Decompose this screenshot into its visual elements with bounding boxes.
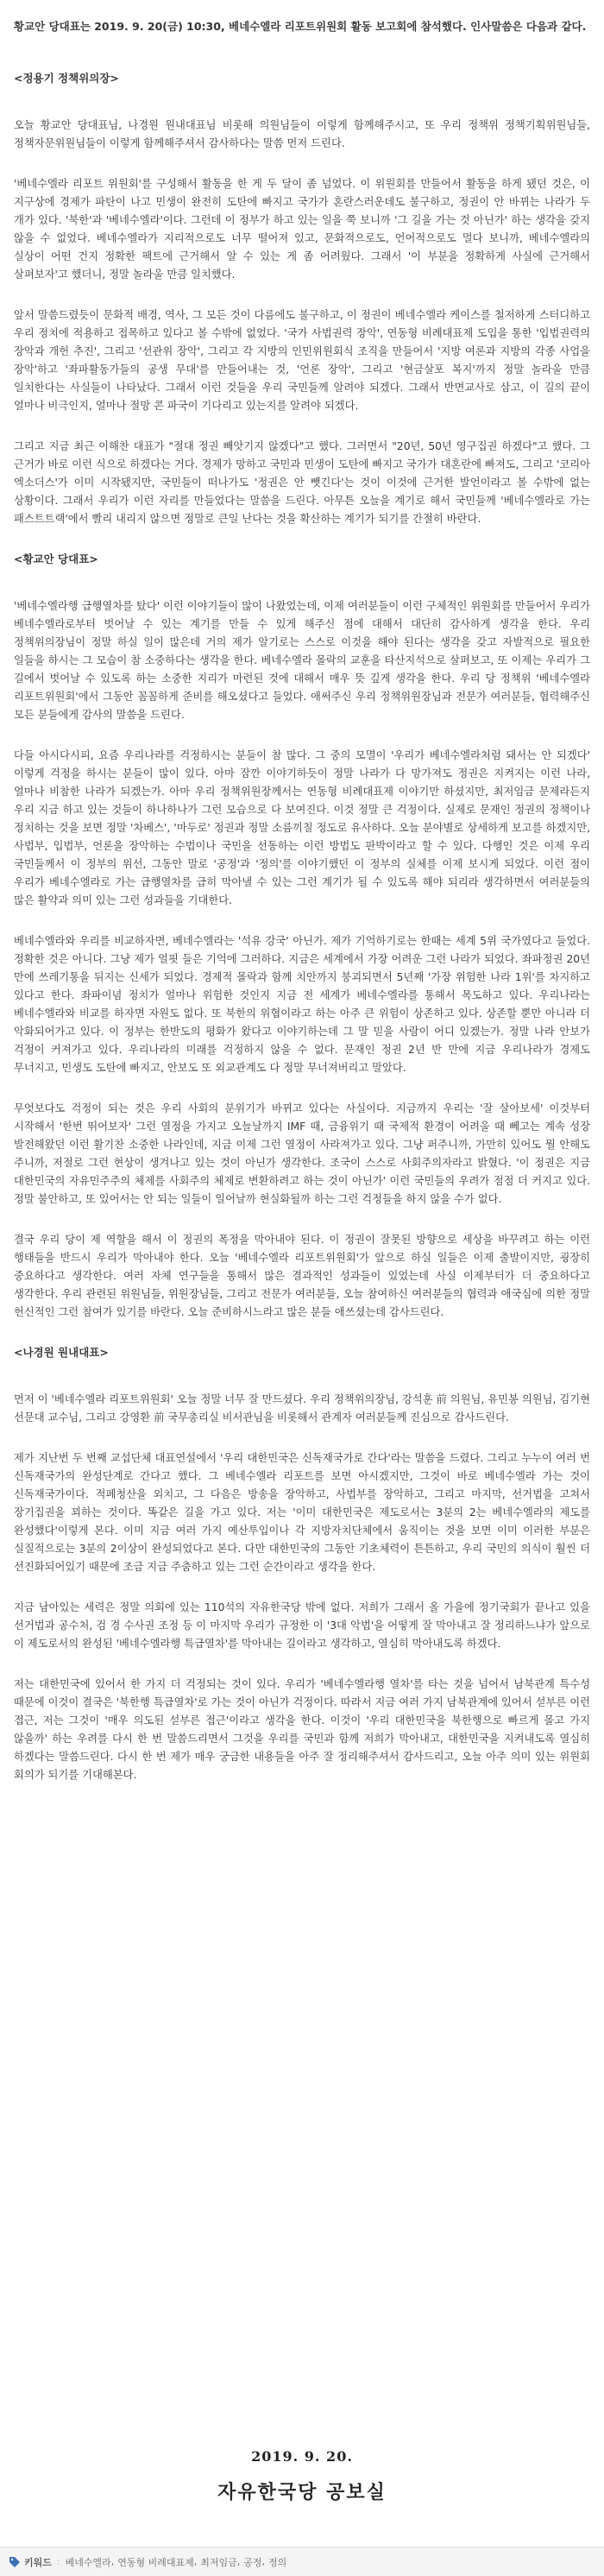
paragraph: 결국 우리 당이 제 역할을 해서 이 정권의 폭정을 막아내야 된다. 이 정권이 잘못된 방향으로 세상을 바꾸려고 하는 이런 행태들을 반드시 우리가 막아내야 한다. 오늘 '베네수엘라 리포트위원회'가 앞으로 하실 일들은 이제 출발이지만, 굉장히 중요하다고 생각한다. 여러 자체 연구들을 통해서 많은 결과적인 성과들이 있었는데 사실 이제부터가 더 중요하다고 생각한다. 우리 관련된 위원님들, 위원장님들, 그리고 전문가 여러분들, 오늘 참여하신 여러분들의 협력과 애국심에 의한 정말 헌신적인 그런 참여가 있기를 바란다. 오늘 준비하시느라고 많은 분들 애쓰셨는데 감사드린다. xyxy=(14,1234,590,1318)
keyword-link[interactable]: 베네수엘라 xyxy=(65,2556,111,2568)
paragraph: 지금 남아있는 세력은 정말 의회에 있는 110석의 자유한국당 밖에 없다. 저희가 그래서 올 가을에 정기국회가 끝나고 있을 선거법과 공수처, 검 경 수사권 조정 등 이 마지막 우리가 규정한 이 '3대 악법'을 어떻게 잘 막아내고 잘 정리하느냐가 앞으로 이 제도로서의 완성된 '베네수엘라행 특급열차'를 막아내는 길이라고 생각하고, 열심히 막아내도록 하겠다. xyxy=(14,1601,590,1650)
release-date: 2019. 9. 20. xyxy=(251,2448,353,2465)
paragraph: '베네수엘라 리포트 위원회'를 구성해서 활동을 한 게 두 달이 좀 넘었다. 이 위원회를 만들어서 활동을 하게 됐던 것은, 이 지구상에 경제가 파탄이 나고 민생이 완전히 도탄에 빠지고 국가가 혼란스러운데도 불구하고, 정권이 안 바뀌는 나라가 두 개가 있다. '북한'과 '베네수엘라'이다. 그런데 이 정부가 하고 있는 일을 쭉 보니까 '그 길을 가는 것 아닌가' 하는 생각을 갖지 않을 수 없었다. 베네수엘라가 지리적으로도 너무 떨어져 있고, 문화적으로도, 언어적으로도 멀다 보니까, 베네수엘라의 실상이 어떤 건지 정확한 팩트에 근거해서 알 수 있는 게 좀 어려웠다. 그래서 '이 부분을 정확하게 사실에 근거해서 살펴보자'고 했더니, 정말 놀라울 만큼 일치했다. xyxy=(14,178,590,281)
paragraph: 다들 아시다시피, 요즘 우리나라를 걱정하시는 분들이 참 많다. 그 중의 모멸이 '우리가 베네수엘라처럼 돼서는 안 되겠다' 이렇게 걱정을 하시는 분들이 많이 있다. 아마 잠깐 이야기하듯이 정말 나라가 다 망가져도 정권은 지켜지는 이런 나라, 얼마나 비참한 나라가 되겠는가. 아마 우리 정책위원장께서는 연동형 비례대표제 이야기만 하셨지만, 최저임금 문제라든지 우리 지금 하고 있는 것들이 하나하나가 그런 모습으로 다 보여진다. 이것 정말 큰 걱정이다. 실제로 문재인 정권의 정책이나 정치하는 것을 보면 정말 '차베스', '마두로' 정권과 정말 소름끼칠 정도로 유사하다. 오늘 분야별로 상세하게 보고를 하겠지만, 사법부, 입법부, 언론을 장악하는 수법이나 국민을 선동하는 이런 방법도 판박이라고 할 수 있다. 다행인 것은 이제 우리 국민들께서 이 정부의 위선, 그동안 말로 '공정'과 '정의'를 이야기했던 이 정부의 실체를 이제 보시게 되었다. 이런 점이 우리가 베네수엘라로 가는 급행열차를 급히 막아낼 수 있는 그런 계기가 될 수 있도록 해야 되리라 생각하면서 여러분들의 많은 활약과 의미 있는 그런 성과들을 기대한다. xyxy=(14,749,590,906)
keyword-label: 키워드 xyxy=(24,2556,52,2568)
keyword-bar: 키워드 : 베네수엘라 , 연동형 비례대표제 , 최저임금 , 공정 , 정의 xyxy=(0,2547,604,2576)
section-policy-chair xyxy=(14,70,590,528)
section-floor-leader xyxy=(14,1344,590,1784)
paragraph: 먼저 이 '베네수엘라 리포트위원회' 오늘 정말 너무 잘 만드셨다. 우리 정책위의장님, 강석훈 前 의원님, 유민봉 의원님, 김기현 선문대 교수님, 그리고 강영환 前 국무총리실 비서관님을 비롯해서 관계자 여러분들께 진심으로 감사드린다. xyxy=(14,1393,590,1424)
paragraph: 오늘 황교안 당대표님, 나경원 원내대표님 비롯해 의원님들이 이렇게 함께해주시고, 또 우리 정책위 정책기획위원님들, 정책자문위원님들이 이렇게 함께해주셔서 감사하다는 말씀 먼저 드린다. xyxy=(14,119,590,149)
tag-icon xyxy=(9,2556,21,2568)
paragraph: 앞서 말씀드렸듯이 문화적 배경, 역사, 그 모든 것이 다름에도 불구하고, 이 정권이 베네수엘라 케이스를 철저하게 스터디하고 우리 정치에 적용하고 접목하고 있다고 볼 수밖에 없었다. '국가 사법권력 장악', 연동형 비례대표제 도입을 통한 '입법권력의 장악과 개헌 추진', 그리고 '선관위 장악', 그리고 각 지방의 인민위원회식 조직을 만들어서 '지방 여론과 지방의 각종 사업을 장악'하고 '좌파활동가들의 공생 무대'를 만들어내는 것, '언론 장악', 그리고 '현금살포 복지'까지 정말 놀라울 만큼 일치한다는 사실들이 나타났다. 그래서 이런 것들을 우리 국민들께 알려야 되겠다. 그래서 반면교사로 삼고, 이 길의 끝이 얼마나 비극인지, 얼마나 절망 콘 파국이 기다리고 있는지를 알려야 되겠다. xyxy=(14,309,590,412)
keyword-separator: : xyxy=(56,2556,60,2567)
paragraph: 무엇보다도 걱정이 되는 것은 우리 사회의 분위기가 바뀌고 있다는 사실이다. 지금까지 우리는 '잘 살아보세' 이것부터 시작해서 '한번 뛰어보자' 그런 열정을 가지고 오늘날까지 IMF 때, 금융위기 때 국제적 환경이 어려울 때 뻬고는 계속 성장 발전해왔던 이런 활기찬 소중한 나라인데, 지금 이제 그런 열정이 사라져가고 있다. 그냥 퍼주니까, 가만히 있어도 뭘 안해도 주니까, 저절로 그런 현상이 생겨나고 있는 것이 아닌가 생각한다. 조국이 스스로 사회주의자라고 밝혔다. '이 정권은 지금 대한민국의 자유민주주의 체제를 사회주의 체제로 변환하려고 하는 것이 아닌가' 이런 국민들의 우려가 점점 더 커지고 있다. 정말 불안하고, 또 있어서는 안 되는 일들이 일어날까 현실화될까 하는 그런 걱정들을 하지 않을 수가 없다. xyxy=(14,1102,590,1205)
keyword-link[interactable]: 최저임금 xyxy=(200,2556,237,2568)
keyword-link[interactable]: 공정 xyxy=(243,2556,262,2568)
keyword-link[interactable]: 정의 xyxy=(268,2556,287,2568)
section-party-leader xyxy=(14,551,590,1322)
keyword-link[interactable]: 연동형 비례대표제 xyxy=(117,2556,194,2568)
paragraph: 제가 지난번 두 번째 교섭단체 대표연설에서 '우리 대한민국은 신독재국가로 간다'라는 말씀을 드렸다. 그리고 누누이 여러 번 신독재국가의 완성단계로 간다고 했다. 그 베네수엘라 리포트를 보면 아시겠지만, 그것이 바로 베네수엘라 가는 것이 신독재국가이다. 적폐청산을 외치고, 그 다음은 방송을 장악하고, 사법부를 장악하고, 그리고 마지막, 선거법을 고쳐서 장기집권을 꾀하는 것이다. 똑같은 길을 가고 있다. 저는 '이미 대한민국은 제도로서는 3분의 2는 베네수엘라의 제도를 완성했다'이렇게 본다. 이미 지금 여러 가지 예산투입이나 각 지방자치단체에서 움직이는 것을 보면 이미 이러한 부분은 실질적으로는 3분의 2이상이 완성되었다고 본다. 다만 대한민국의 그동안 기초체력이 튼튼하고, 우리 국민의 의식이 훨씬 더 선진화되어있기 때문에 조금 지금 주춤하고 있는 그런 순간이라고 생각을 한다. xyxy=(14,1452,590,1573)
paragraph: 베네수엘라와 우리를 비교하자면, 베네수엘라는 '석유 강국' 아닌가. 제가 기억하기로는 한때는 세계 5위 국가였다고 들었다. 정확한 것은 아니다. 그냥 제가 얼핏 들은 기억에 그러하다. 지금은 세계에서 가장 어려운 그런 나라가 되었다. 좌파정권 20년 만에 쓰레기통을 뒤지는 신세가 되었다. 경제적 몰락과 함께 치안까지 붕괴되면서 5년째 '가장 위험한 나라 1위'를 차지하고 있다고 한다. 좌파이념 정치가 얼마나 위험한 것인지 지금 전 세계가 베네수엘라를 통해서 목도하고 있다. 우리나라는 베네수엘라와 비교를 하자면 자원도 없다. 또 북한의 위협이라고 하는 아주 큰 위험이 상존하고 있다. 상존할 뿐만 아니라 더 악화되어가고 있다. 이 정부는 한반도의 평화가 왔다고 이야기하는데 그 말 믿을 사람이 어디 있겠는가. 정말 나라 안보가 걱정이 커져가고 있다. 우리나라의 미래를 걱정하지 않을 수 없다. 문재인 정권 2년 반 만에 지금 우리나라가 경제도 무너지고, 민생도 도탄에 빠지고, 안보도 또 외교관계도 다 정말 무너져버리고 말았다. xyxy=(14,935,590,1074)
intro-statement: 황교안 당대표는 2019. 9. 20(금) 10:30, 베네수엘라 리포트위원회 활동 보고회에 참석했다. 인사말씀은 다음과 같다. xyxy=(14,20,587,33)
section-heading: <정용기 정책위의장> xyxy=(14,72,119,85)
paragraph: 그리고 지금 최근 이해찬 대표가 "절대 정권 빼앗기지 않겠다"고 했다. 그러면서 "20년, 50년 영구집권 하겠다"고 했다. 그 근거가 바로 이런 식으로 하겠다는 거다. 경제가 망하고 국민과 민생이 도탄에 빠지고 국가가 대혼란에 빠져도, 그리고 '코리아 엑소더스'가 이미 시작됐지만, 국민들이 떠나가도 '정권은 안 뺏긴다'는 것이 이것에 근거한 발언이라고 볼 수밖에 없는 상황이다. 그래서 우리가 이런 자리를 만들었다는 말씀을 드린다. 아무튼 오늘을 계기로 해서 국민들께 '베네수엘라로 가는 패스트트랙'에서 빨리 내리지 않으면 정말로 큰일 난다는 것을 확산하는 계기가 되기를 간절히 바란다. xyxy=(14,440,590,525)
section-heading: <나경원 원내대표> xyxy=(14,1346,109,1359)
issuer-name: 자유한국당 공보실 xyxy=(217,2481,387,2503)
paragraph: 저는 대한민국에 있어서 한 가지 더 걱정되는 것이 있다. 우리가 '베네수엘라행 열차'를 타는 것을 넘어서 남북관계 특수성 때문에 이것이 결국은 '북한행 특급열차'로 가는 것이 아닌가 걱정이다. 따라서 지금 여러 가지 남북관계에 있어서 섣부른 이런 접근, 저는 그것이 '매우 의도된 섣부른 접근'이라고 생각을 한다. 이것이 '우리 대한민국을 북한행으로 빠르게 몰고 가지 않을까' 하는 우려를 다시 한 번 말씀드리면서 그것을 우리를 국민과 함께 저희가 막아내고, 대한민국을 지켜내도록 열심히 하겠다는 말씀드린다. 다시 한 번 제가 매우 궁금한 내용들을 아주 잘 정리해주셔서 감사드리고, 오늘 아주 의미 있는 위원회 회의가 되기를 기대해본다. xyxy=(14,1678,590,1781)
section-heading: <황교안 당대표> xyxy=(14,552,98,565)
paragraph: '베네수엘라행 급행열차를 탔다' 이런 이야기들이 많이 나왔었는데, 이제 여러분들이 이런 구체적인 위원회를 만들어서 우리가 베네수엘라로부터 벗어날 수 있는 계기를 만들 수 있게 해주신 점에 대해서 대단히 감사하게 생각을 한다. 우리 정책위의장님이 정말 하실 일이 많은데 거의 제가 알기로는 스스로 이것을 해야 된다는 생각을 갖고 자발적으로 필요한 일들을 하시는 그 모습이 참 소중하다는 생각을 한다. 베네수엘라 몰락의 교훈을 타산지석으로 살펴보고, 또 이제는 우리가 그 길에서 벗어날 수 있도록 하는 소중한 지리가 마련된 것에 대해서 매우 뜻 깊게 생각을 한다. 우리 당 정책위 '베네수엘라 리포트위원회'에서 그동안 꼼꼼하게 준비를 해오셨다고 들었다. 애써주신 우리 정책위원장님과 전문가 여러분들, 협력해주신 모든 분들에게 감사의 말씀을 드린다. xyxy=(14,600,590,721)
